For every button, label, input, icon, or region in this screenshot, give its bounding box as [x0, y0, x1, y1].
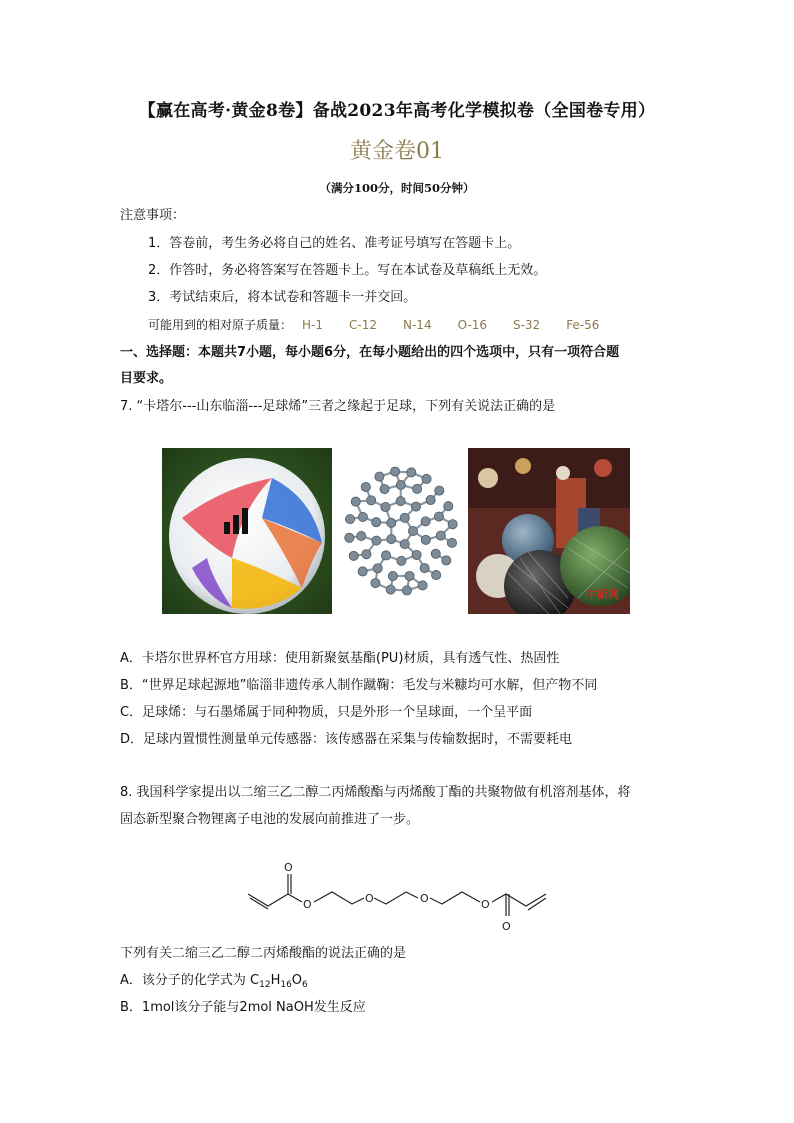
q7-option-c: C．足球烯：与石墨烯属于同种物质，只是外形一个呈球面，一个呈平面	[120, 705, 533, 720]
carbon-atom	[372, 536, 381, 545]
structural-formula	[240, 858, 560, 938]
carbon-atom	[447, 538, 456, 547]
section-heading-line2: 目要求。	[120, 371, 173, 386]
carbon-atom	[400, 513, 409, 522]
note-item-1: 1．答卷前，考生务必将自己的姓名、准考证号填写在答题卡上。	[148, 236, 521, 251]
carbon-atom	[431, 549, 440, 558]
carbon-atom	[362, 550, 371, 559]
carbon-atom	[358, 512, 367, 521]
exam-title: 【赢在高考·黄金8卷】备战2023年高考化学模拟卷（全国卷专用）	[138, 101, 656, 121]
q8-question: 下列有关二缩三乙二醇二丙烯酸酯的说法正确的是	[120, 946, 407, 961]
q7-option-a: A．卡塔尔世界杯官方用球：使用新聚氨基酯(PU)材质，具有透气性、热固性	[120, 651, 560, 666]
carbon-atom	[407, 468, 416, 477]
atom-h: H-1	[302, 318, 324, 332]
q8-option-a-text: A．该分子的化学式为 C	[120, 973, 260, 988]
atomic-masses-line	[148, 316, 625, 334]
carbon-atom	[386, 585, 395, 594]
carbon-atom	[400, 540, 409, 549]
carbon-atom	[422, 474, 431, 483]
carbon-atom	[442, 556, 451, 565]
carbon-atom	[408, 526, 417, 535]
carbon-atom	[349, 551, 358, 560]
carbon-atom	[396, 480, 405, 489]
subscript-o: 6	[302, 980, 308, 990]
oxygen-label: O	[420, 892, 429, 905]
carbon-atom	[421, 517, 430, 526]
carbon-atom	[435, 486, 444, 495]
cuju-balls-image	[468, 448, 630, 614]
carbon-atom	[373, 564, 382, 573]
q7-stem: 7. “卡塔尔---山东临淄---足球烯”三者之缘起于足球，下列有关说法正确的是	[120, 399, 556, 414]
watermark-text: 中新网	[586, 588, 619, 601]
atom-fe: Fe-56	[566, 318, 600, 332]
carbon-atom	[351, 497, 360, 506]
section-heading-line1: 一、选择题：本题共7小题，每小题6分，在每小题给出的四个选项中，只有一项符合题	[120, 345, 620, 360]
carbon-atom	[361, 482, 370, 491]
atom-n: N-14	[403, 318, 432, 332]
carbon-atom	[375, 472, 384, 481]
note-item-3: 3．考试结束后，将本试卷和答题卡一并交回。	[148, 290, 417, 305]
element-h: H	[270, 973, 281, 988]
atomic-masses-label: 可能用到的相对原子质量：	[148, 318, 293, 332]
oxygen-label: O	[303, 898, 312, 911]
element-o: O	[291, 973, 303, 988]
carbon-atom	[426, 495, 435, 504]
note-item-2: 2．作答时，务必将答案写在答题卡上。写在本试卷及草稿纸上无效。	[148, 263, 547, 278]
carbon-atom	[381, 551, 390, 560]
carbon-atom	[367, 496, 376, 505]
carbon-atom	[412, 550, 421, 559]
carbon-atom	[448, 520, 457, 529]
carbon-atom	[418, 581, 427, 590]
oxygen-label: O	[481, 898, 490, 911]
carbon-atom	[421, 535, 430, 544]
carbon-atom	[402, 586, 411, 595]
carbon-atom	[387, 535, 396, 544]
carbon-atom	[357, 531, 366, 540]
carbon-atom	[396, 497, 405, 506]
carbon-atom	[381, 502, 390, 511]
oxygen-label: O	[284, 861, 293, 874]
carbon-atom	[434, 512, 443, 521]
fullerene-image	[338, 448, 464, 614]
carbon-atom	[358, 567, 367, 576]
q8-stem-line2: 固态新型聚合物锂离子电池的发展向前推进了一步。	[120, 812, 420, 827]
carbon-atom	[390, 467, 399, 476]
paper-subtitle: 黄金卷01	[350, 139, 444, 164]
oxygen-label: O	[365, 892, 374, 905]
carbon-atom	[444, 502, 453, 511]
carbon-atom	[388, 571, 397, 580]
atom-s: S-32	[512, 318, 541, 332]
score-time-note: （满分100分，时间50分钟）	[319, 181, 475, 195]
atom-o: O-16	[457, 318, 487, 332]
atom-c: C-12	[349, 318, 377, 332]
carbon-atom	[345, 533, 354, 542]
carbon-atom	[405, 571, 414, 580]
subscript-c: 12	[259, 980, 271, 990]
subscript-h: 16	[280, 980, 292, 990]
q8-option-a	[120, 972, 308, 994]
carbon-atom	[371, 578, 380, 587]
carbon-atom	[411, 502, 420, 511]
notes-heading: 注意事项：	[120, 208, 186, 223]
carbon-atom	[372, 518, 381, 527]
oxygen-label: O	[502, 920, 511, 933]
q7-option-b: B．“世界足球起源地”临淄非遗传承人制作蹴鞠：毛发与米糠均可水解，但产物不同	[120, 678, 598, 693]
carbon-atom	[420, 563, 429, 572]
q7-option-d: D．足球内置惯性测量单元传感器：该传感器在采集与传输数据时，不需要耗电	[120, 732, 573, 747]
q8-option-b: B．1mol该分子能与2mol NaOH发生反应	[120, 1000, 366, 1015]
carbon-atom	[432, 570, 441, 579]
q8-stem-line1: 8. 我国科学家提出以二缩三乙二醇二丙烯酸酯与丙烯酸丁酯的共聚物做有机溶剂基体，将	[120, 785, 631, 800]
carbon-atom	[380, 484, 389, 493]
soccer-ball-image	[162, 448, 332, 614]
carbon-atom	[412, 484, 421, 493]
carbon-atom	[345, 515, 354, 524]
carbon-atom	[397, 556, 406, 565]
carbon-atom	[387, 518, 396, 527]
carbon-atom	[436, 531, 445, 540]
